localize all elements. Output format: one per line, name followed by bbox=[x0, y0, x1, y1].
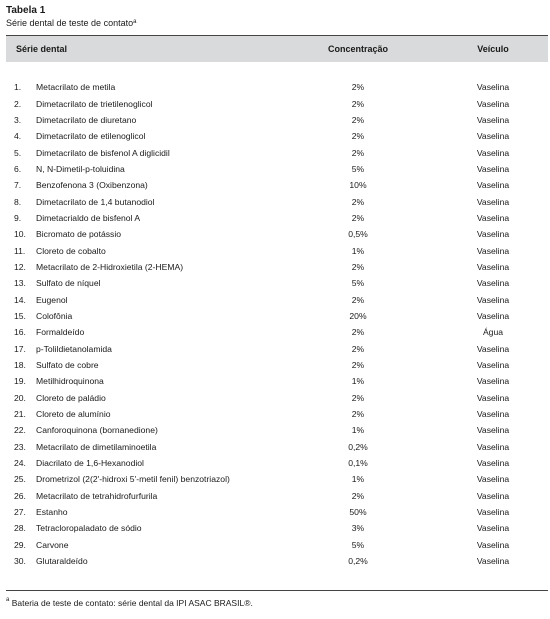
row-vehicle: Vaselina bbox=[476, 441, 510, 452]
table-row bbox=[6, 504, 548, 520]
row-number: 24. bbox=[14, 458, 26, 469]
row-vehicle: Vaselina bbox=[476, 507, 510, 518]
footnote-marker: a bbox=[6, 597, 10, 603]
row-number: 10. bbox=[14, 229, 26, 240]
row-concentration: 1% bbox=[351, 376, 365, 387]
row-vehicle: Vaselina bbox=[476, 523, 510, 534]
row-vehicle: Vaselina bbox=[476, 261, 510, 272]
row-substance bbox=[6, 376, 278, 386]
row-substance-name: Drometrizol (2(2'-hidroxi 5'-metil fenil) benzotriazol) bbox=[36, 474, 230, 485]
table-row bbox=[6, 259, 548, 275]
row-concentration: 50% bbox=[349, 507, 367, 518]
row-substance-name: Formaldeído bbox=[36, 327, 85, 338]
row-substance-name: Metacrilato de metila bbox=[36, 82, 116, 93]
row-vehicle: Vaselina bbox=[476, 458, 510, 469]
table-row bbox=[6, 373, 548, 389]
row-vehicle: Vaselina bbox=[476, 539, 510, 550]
row-number: 5. bbox=[14, 147, 22, 158]
row-substance bbox=[6, 393, 278, 403]
table-row bbox=[6, 553, 548, 569]
row-substance bbox=[6, 442, 278, 452]
table-title: Tabela 1 bbox=[6, 5, 46, 16]
row-vehicle: Vaselina bbox=[476, 490, 510, 501]
row-substance-name: Cloreto de alumínio bbox=[36, 409, 111, 420]
table-header-row bbox=[6, 36, 548, 62]
row-substance bbox=[6, 491, 278, 501]
row-substance-name: Carvone bbox=[36, 539, 69, 550]
row-substance bbox=[6, 262, 278, 272]
row-substance bbox=[6, 507, 278, 517]
row-substance bbox=[6, 229, 278, 239]
row-vehicle: Vaselina bbox=[476, 82, 510, 93]
row-concentration: 2% bbox=[351, 212, 365, 223]
row-substance-name: N, N-Dimetil-p-toluidina bbox=[36, 163, 125, 174]
row-concentration: 0,2% bbox=[348, 556, 368, 567]
row-vehicle: Vaselina bbox=[476, 147, 510, 158]
row-vehicle: Vaselina bbox=[476, 114, 510, 125]
row-vehicle: Vaselina bbox=[476, 294, 510, 305]
row-vehicle: Vaselina bbox=[476, 196, 510, 207]
row-vehicle: Vaselina bbox=[476, 409, 510, 420]
table-bottom-rule bbox=[6, 590, 548, 591]
row-substance-name: Dimetacrilato de bisfenol A diglicidil bbox=[36, 147, 170, 158]
row-number: 9. bbox=[14, 212, 22, 223]
row-number: 3. bbox=[14, 114, 22, 125]
table-row bbox=[6, 161, 548, 177]
row-substance bbox=[6, 523, 278, 533]
table-row bbox=[6, 275, 548, 291]
table-body bbox=[6, 79, 548, 569]
row-vehicle: Vaselina bbox=[476, 212, 510, 223]
row-substance-name: Dimetacrilato de 1,4 butanodiol bbox=[36, 196, 155, 207]
row-concentration: 2% bbox=[351, 261, 365, 272]
row-number: 7. bbox=[14, 180, 22, 191]
table-row bbox=[6, 79, 548, 95]
table-row bbox=[6, 95, 548, 111]
row-vehicle: Vaselina bbox=[476, 245, 510, 256]
row-number: 6. bbox=[14, 163, 22, 174]
row-substance bbox=[6, 164, 278, 174]
row-substance bbox=[6, 148, 278, 158]
row-concentration: 2% bbox=[351, 131, 365, 142]
row-substance-name: Canforoquinona (bornanedione) bbox=[36, 425, 158, 436]
table-row bbox=[6, 455, 548, 471]
row-substance bbox=[6, 180, 278, 190]
row-number: 18. bbox=[14, 360, 26, 371]
dental-series-table bbox=[6, 35, 548, 569]
row-substance-name: Bicromato de potássio bbox=[36, 229, 122, 240]
row-substance-name: Dimetacrilato de etilenoglicol bbox=[36, 131, 146, 142]
row-concentration: 2% bbox=[351, 98, 365, 109]
row-concentration: 20% bbox=[349, 310, 367, 321]
row-concentration: 2% bbox=[351, 409, 365, 420]
row-concentration: 0,2% bbox=[348, 441, 368, 452]
row-substance bbox=[6, 425, 278, 435]
row-number: 14. bbox=[14, 294, 26, 305]
row-substance-name: Dimetacrilato de trietilenoglicol bbox=[36, 98, 153, 109]
row-concentration: 2% bbox=[351, 82, 365, 93]
row-substance bbox=[6, 474, 278, 484]
row-substance-name: Metacrilato de tetrahidrofurfurila bbox=[36, 490, 158, 501]
row-concentration: 5% bbox=[351, 163, 365, 174]
row-number: 11. bbox=[14, 245, 26, 256]
row-substance bbox=[6, 311, 278, 321]
row-concentration: 0,5% bbox=[348, 229, 368, 240]
row-vehicle: Vaselina bbox=[476, 425, 510, 436]
row-number: 22. bbox=[14, 425, 26, 436]
row-substance bbox=[6, 556, 278, 566]
row-concentration: 2% bbox=[351, 147, 365, 158]
row-number: 27. bbox=[14, 507, 26, 518]
row-vehicle: Vaselina bbox=[476, 131, 510, 142]
table-subtitle bbox=[6, 17, 136, 30]
table-row bbox=[6, 471, 548, 487]
row-number: 25. bbox=[14, 474, 26, 485]
row-concentration: 2% bbox=[351, 294, 365, 305]
footnote-marker: a bbox=[133, 19, 137, 25]
row-substance bbox=[6, 197, 278, 207]
row-substance-name: Eugenol bbox=[36, 294, 68, 305]
row-substance bbox=[6, 246, 278, 256]
row-substance-name: Dimetacrialdo de bisfenol A bbox=[36, 212, 141, 223]
table-row bbox=[6, 177, 548, 193]
row-number: 2. bbox=[14, 98, 22, 109]
row-number: 1. bbox=[14, 82, 22, 93]
row-concentration: 5% bbox=[351, 539, 365, 550]
row-substance-name: Estanho bbox=[36, 507, 68, 518]
row-concentration: 3% bbox=[351, 523, 365, 534]
row-substance-name: Colofônia bbox=[36, 310, 73, 321]
row-substance bbox=[6, 115, 278, 125]
row-substance-name: Metacrilato de 2-Hidroxietila (2-HEMA) bbox=[36, 261, 184, 272]
row-substance-name: Sulfato de níquel bbox=[36, 278, 101, 289]
row-vehicle: Vaselina bbox=[476, 278, 510, 289]
row-substance-name: Cloreto de paládio bbox=[36, 392, 106, 403]
row-number: 13. bbox=[14, 278, 26, 289]
table-row bbox=[6, 112, 548, 128]
table-row bbox=[6, 144, 548, 160]
row-substance bbox=[6, 327, 278, 337]
row-concentration: 1% bbox=[351, 425, 365, 436]
table-row bbox=[6, 226, 548, 242]
row-vehicle: Vaselina bbox=[476, 343, 510, 354]
table-caption bbox=[6, 4, 136, 30]
row-concentration: 2% bbox=[351, 327, 365, 338]
row-substance bbox=[6, 360, 278, 370]
row-concentration: 2% bbox=[351, 490, 365, 501]
table-row bbox=[6, 341, 548, 357]
row-number: 12. bbox=[14, 261, 26, 272]
row-number: 15. bbox=[14, 310, 26, 321]
row-vehicle: Vaselina bbox=[476, 360, 510, 371]
row-substance-name: Diacrilato de 1,6-Hexanodiol bbox=[36, 458, 144, 469]
row-concentration: 1% bbox=[351, 474, 365, 485]
row-number: 17. bbox=[14, 343, 26, 354]
row-vehicle: Água bbox=[482, 327, 504, 338]
header-dental-series: Série dental bbox=[16, 44, 68, 54]
table-row bbox=[6, 537, 548, 553]
footnote-suffix: ®. bbox=[244, 598, 253, 608]
row-number: 16. bbox=[14, 327, 26, 338]
row-concentration: 2% bbox=[351, 343, 365, 354]
table-row bbox=[6, 210, 548, 226]
row-vehicle: Vaselina bbox=[476, 229, 510, 240]
table-row bbox=[6, 390, 548, 406]
row-number: 28. bbox=[14, 523, 26, 534]
table-row bbox=[6, 242, 548, 258]
table-row bbox=[6, 291, 548, 307]
footnote-text: Bateria de teste de contato: série dental da IPI ASAC BRASIL bbox=[11, 598, 245, 608]
row-concentration: 2% bbox=[351, 392, 365, 403]
table-subtitle-text: Série dental de teste de contato bbox=[6, 18, 134, 28]
row-number: 21. bbox=[14, 409, 26, 420]
row-concentration: 2% bbox=[351, 114, 365, 125]
row-substance bbox=[6, 295, 278, 305]
row-substance-name: Tetracloropaladato de sódio bbox=[36, 523, 142, 534]
table-row bbox=[6, 439, 548, 455]
row-substance bbox=[6, 458, 278, 468]
row-number: 23. bbox=[14, 441, 26, 452]
row-concentration: 2% bbox=[351, 196, 365, 207]
row-vehicle: Vaselina bbox=[476, 163, 510, 174]
row-substance-name: Cloreto de cobalto bbox=[36, 245, 106, 256]
row-substance bbox=[6, 344, 278, 354]
row-substance-name: Benzofenona 3 (Oxibenzona) bbox=[36, 180, 148, 191]
table-row bbox=[6, 406, 548, 422]
table-row bbox=[6, 422, 548, 438]
row-substance-name: Metacrilato de dimetilaminoetila bbox=[36, 441, 157, 452]
row-vehicle: Vaselina bbox=[476, 392, 510, 403]
row-number: 29. bbox=[14, 539, 26, 550]
row-substance bbox=[6, 99, 278, 109]
row-vehicle: Vaselina bbox=[476, 474, 510, 485]
table-row bbox=[6, 193, 548, 209]
row-number: 4. bbox=[14, 131, 22, 142]
row-number: 20. bbox=[14, 392, 26, 403]
row-number: 8. bbox=[14, 196, 22, 207]
table-row bbox=[6, 128, 548, 144]
row-substance-name: Glutaraldeído bbox=[36, 556, 88, 567]
row-substance bbox=[6, 213, 278, 223]
row-substance-name: Sulfato de cobre bbox=[36, 360, 99, 371]
row-concentration: 5% bbox=[351, 278, 365, 289]
header-vehicle: Veículo bbox=[477, 44, 509, 54]
row-substance-name: Metilhidroquinona bbox=[36, 376, 104, 387]
table-row bbox=[6, 357, 548, 373]
row-substance bbox=[6, 82, 278, 92]
row-number: 26. bbox=[14, 490, 26, 501]
row-concentration: 2% bbox=[351, 360, 365, 371]
row-substance-name: Dimetacrilato de diuretano bbox=[36, 114, 137, 125]
row-concentration: 0,1% bbox=[348, 458, 368, 469]
row-number: 19. bbox=[14, 376, 26, 387]
table-row bbox=[6, 324, 548, 340]
row-number: 30. bbox=[14, 556, 26, 567]
table-row bbox=[6, 488, 548, 504]
header-concentration: Concentração bbox=[327, 44, 389, 54]
table-row bbox=[6, 308, 548, 324]
row-vehicle: Vaselina bbox=[476, 376, 510, 387]
row-vehicle: Vaselina bbox=[476, 98, 510, 109]
row-concentration: 1% bbox=[351, 245, 365, 256]
row-vehicle: Vaselina bbox=[476, 310, 510, 321]
row-concentration: 10% bbox=[349, 180, 367, 191]
row-vehicle: Vaselina bbox=[476, 180, 510, 191]
table-header-spacer bbox=[6, 62, 548, 79]
row-substance bbox=[6, 131, 278, 141]
table-footnote bbox=[6, 598, 253, 608]
row-vehicle: Vaselina bbox=[476, 556, 510, 567]
table-row bbox=[6, 520, 548, 536]
row-substance bbox=[6, 278, 278, 288]
row-substance-name: p-Tolildietanolamida bbox=[36, 343, 112, 354]
row-substance bbox=[6, 409, 278, 419]
row-substance bbox=[6, 540, 278, 550]
